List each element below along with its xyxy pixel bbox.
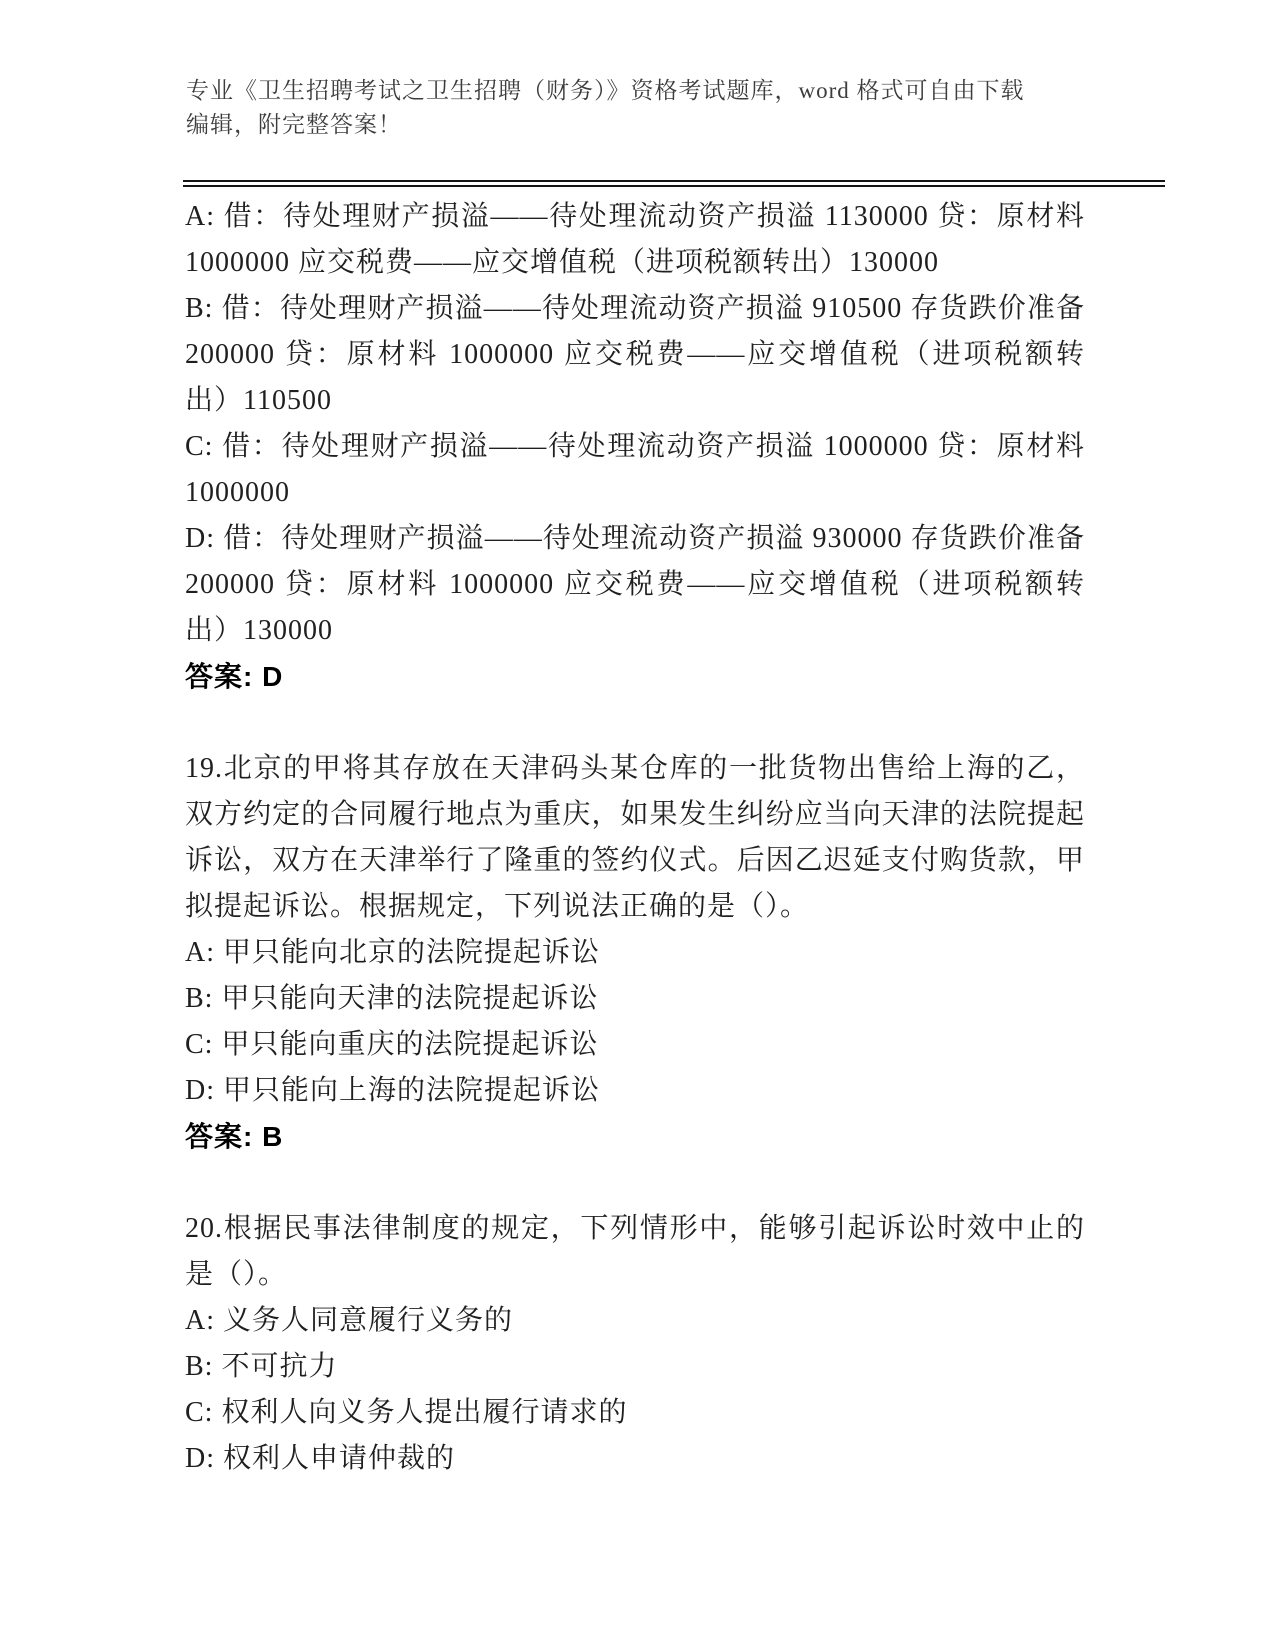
answer-line: 答案: D (185, 661, 284, 692)
question-option-a: A: 义务人同意履行义务的 (185, 1305, 514, 1336)
question-option-d: D: 权利人申请仲裁的 (185, 1443, 456, 1474)
question-option-d: D: 甲只能向上海的法院提起诉讼 (185, 1075, 601, 1106)
question-stem: 19.北京的甲将其存放在天津码头某仓库的一批货物出售给上海的乙，双方约定的合同履行地点为重庆，如果发生纠纷应当向天津的法院提起诉讼，双方在天津举行了隆重的签约仪式。后因乙迟延支付购货款，甲拟提起诉讼。根据规定，下列说法正确的是（）。 (185, 753, 1085, 922)
question-option-b: B: 不可抗力 (185, 1351, 338, 1382)
question-option-c: C: 借：待处理财产损溢——待处理流动资产损溢 1000000 贷：原材料 1000000 (185, 431, 1085, 508)
header-text-line1: 专业《卫生招聘考试之卫生招聘（财务）》资格考试题库，word 格式可自由下载 (186, 78, 1025, 103)
question-option-d: D: 借：待处理财产损溢——待处理流动资产损溢 930000 存货跌价准备 200000 贷：原材料 1000000 应交税费——应交增值税（进项税额转出）130000 (185, 523, 1085, 646)
document-body (185, 194, 1085, 1482)
question-option-a: A: 借：待处理财产损溢——待处理流动资产损溢 1130000 贷：原材料 1000000 应交税费——应交增值税（进项税额转出）130000 (185, 201, 1085, 278)
header-divider-rule (183, 180, 1165, 187)
question-option-c: C: 甲只能向重庆的法院提起诉讼 (185, 1029, 599, 1060)
header-text-line2: 编辑，附完整答案！ (186, 112, 402, 137)
question-option-b: B: 借：待处理财产损溢——待处理流动资产损溢 910500 存货跌价准备 200000 贷：原材料 1000000 应交税费——应交增值税（进项税额转出）110500 (185, 293, 1085, 416)
question-stem: 20.根据民事法律制度的规定，下列情形中，能够引起诉讼时效中止的是（）。 (185, 1213, 1085, 1290)
answer-line: 答案: B (185, 1121, 284, 1152)
question-option-c: C: 权利人向义务人提出履行请求的 (185, 1397, 628, 1428)
question-option-b: B: 甲只能向天津的法院提起诉讼 (185, 983, 599, 1014)
page-header (186, 74, 1098, 142)
question-option-a: A: 甲只能向北京的法院提起诉讼 (185, 937, 601, 968)
